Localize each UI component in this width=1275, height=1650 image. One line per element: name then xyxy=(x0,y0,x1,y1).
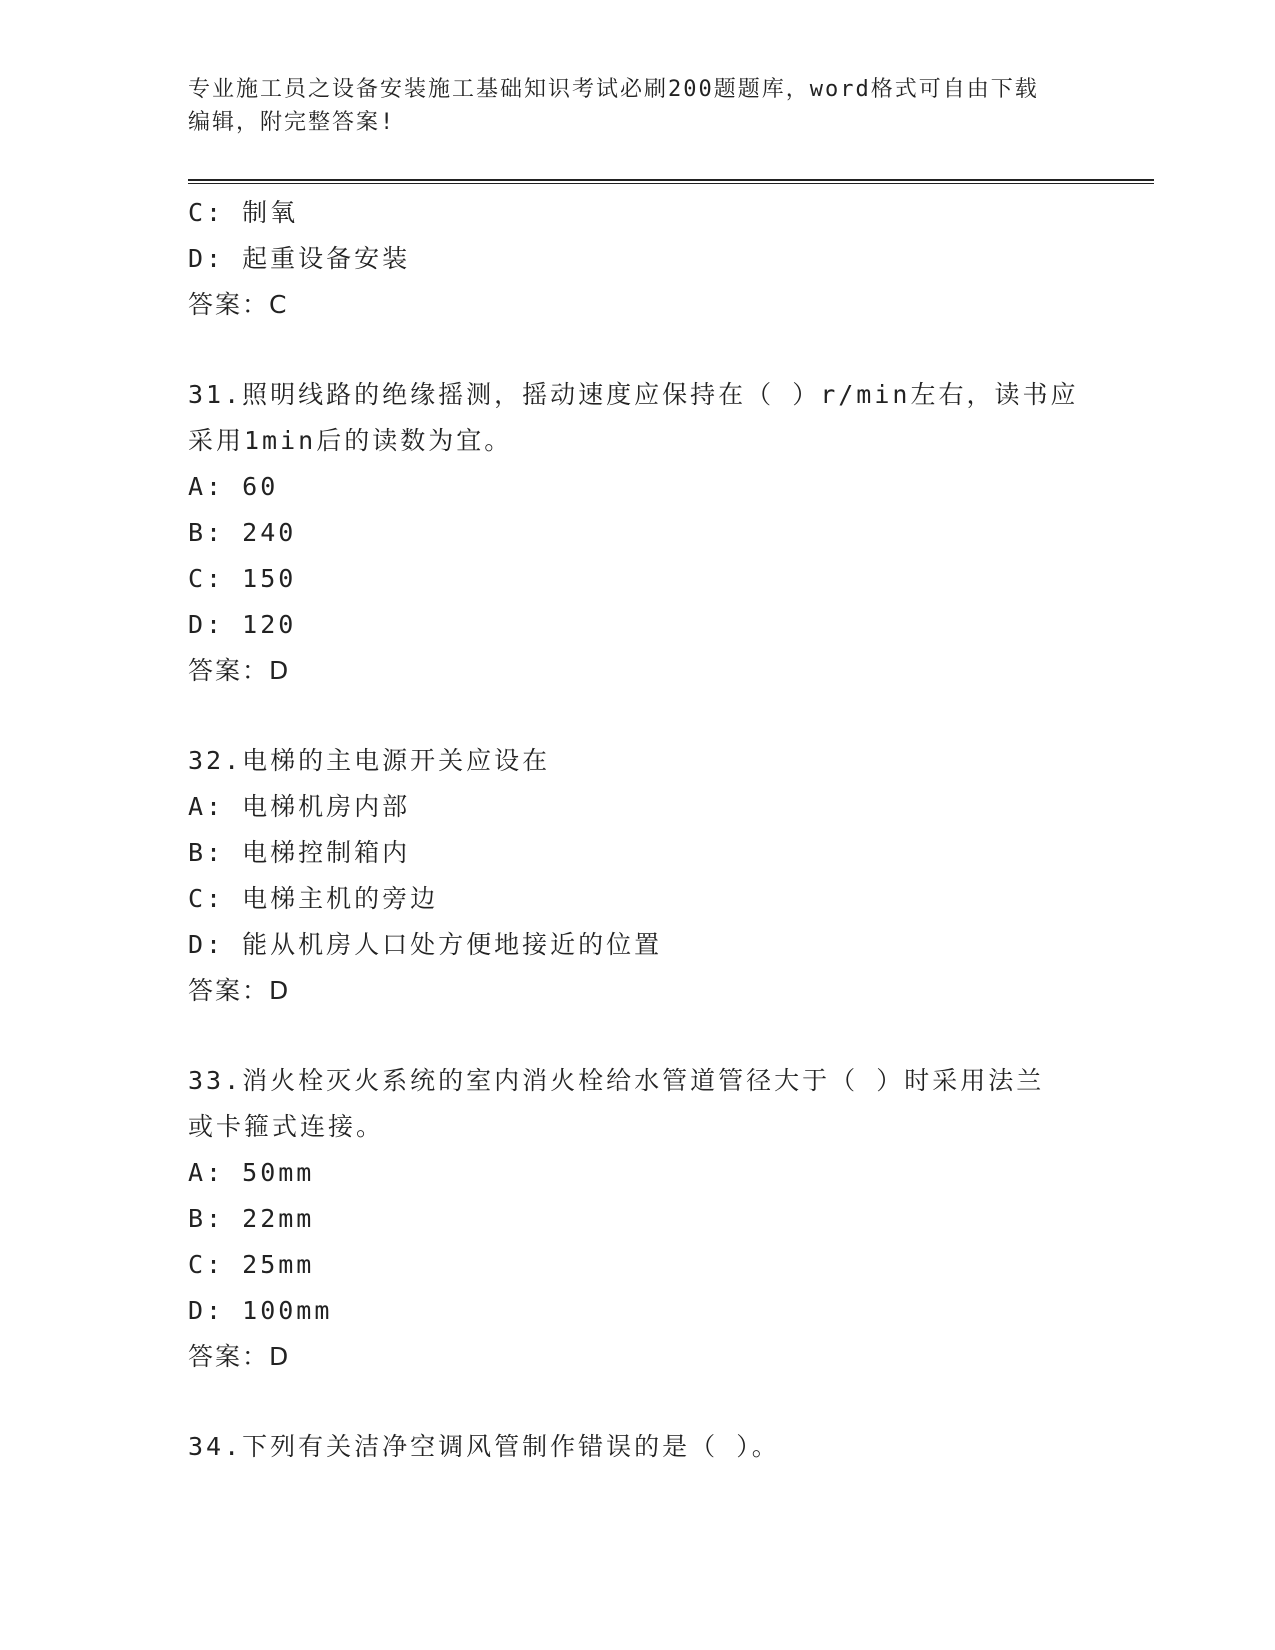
option-c: C: 150 xyxy=(188,564,297,593)
page-header xyxy=(188,73,1088,139)
header-line-2: 编辑，附完整答案! xyxy=(188,110,396,135)
header-rule-thick xyxy=(188,179,1154,181)
question-30 xyxy=(188,190,1088,328)
question-32 xyxy=(188,738,1088,1014)
header-rule-thin xyxy=(188,183,1154,184)
option-c: C: 制氧 xyxy=(188,198,299,227)
option-c: C: 25mm xyxy=(188,1250,315,1279)
question-content xyxy=(188,190,1088,1470)
option-d: D: 能从机房人口处方便地接近的位置 xyxy=(188,930,663,959)
option-b: B: 240 xyxy=(188,518,297,547)
answer: 答案：D xyxy=(188,1342,291,1371)
option-b: B: 22mm xyxy=(188,1204,315,1233)
option-d: D: 120 xyxy=(188,610,297,639)
option-d: D: 起重设备安装 xyxy=(188,244,411,273)
option-b: B: 电梯控制箱内 xyxy=(188,838,411,867)
question-text: 34.下列有关洁净空调风管制作错误的是（ ）。 xyxy=(188,1432,780,1461)
answer: 答案：D xyxy=(188,976,291,1005)
answer: 答案：D xyxy=(188,656,291,685)
option-a: A: 50mm xyxy=(188,1158,315,1187)
question-34 xyxy=(188,1424,1088,1470)
question-text: 33.消火栓灭火系统的室内消火栓给水管道管径大于（ ）时采用法兰 xyxy=(188,1066,1045,1095)
option-d: D: 100mm xyxy=(188,1296,333,1325)
question-33 xyxy=(188,1058,1088,1380)
option-c: C: 电梯主机的旁边 xyxy=(188,884,439,913)
answer: 答案：C xyxy=(188,290,289,319)
option-a: A: 60 xyxy=(188,472,279,501)
question-text: 32.电梯的主电源开关应设在 xyxy=(188,746,551,775)
question-text: 31.照明线路的绝缘摇测，摇动速度应保持在（ ）r/min左右，读书应 xyxy=(188,380,1079,409)
option-a: A: 电梯机房内部 xyxy=(188,792,411,821)
question-text: 采用1min后的读数为宜。 xyxy=(188,426,513,455)
question-31 xyxy=(188,372,1088,694)
header-line-1: 专业施工员之设备安装施工基础知识考试必刷200题题库，word格式可自由下载 xyxy=(188,77,1039,102)
question-text: 或卡箍式连接。 xyxy=(188,1112,385,1141)
